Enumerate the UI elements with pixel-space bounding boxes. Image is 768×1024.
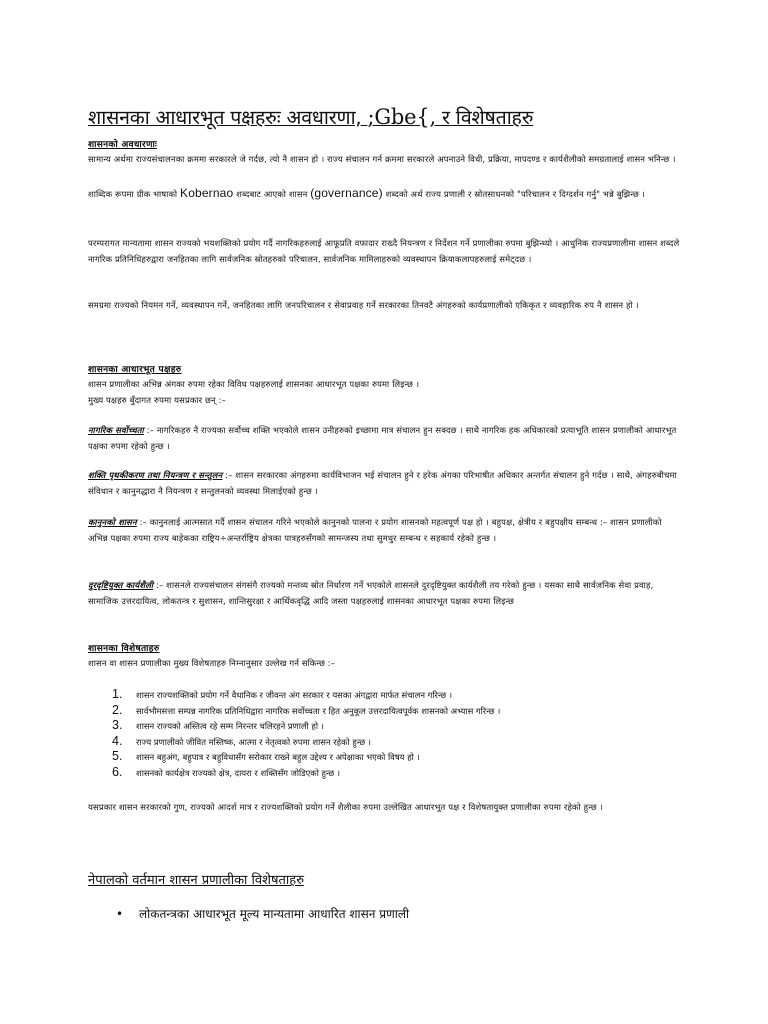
basics-item-lead: दुरदृष्टियुक्त कार्यशैली bbox=[88, 580, 154, 590]
features-intro: शासन वा शासन प्रणालीका मुख्य विशेषताहरु निम्नानुसार उल्लेख गर्न सकिन्छ :– bbox=[88, 658, 336, 668]
concept-paragraph-2 bbox=[88, 186, 682, 203]
basics-intro-1: शासन प्रणालीका अभिन्न अंगका रुपमा रहेका विविध पक्षहरुलाई शासनका आधारभूत पक्षका रुपमा लिइन्छ । bbox=[88, 379, 420, 389]
concept-paragraph-4: समग्रमा राज्यको नियमन गर्ने, व्यवस्थापन गर्ने, जनहितका लागि जनपरिचालन र सेवाप्रवाह गर्ने सरकारका तिनवटै अंगहरुको कार्यप्रणालीको एकिकृत र व्यवहारिक रुप नै शासन हो । bbox=[88, 300, 639, 310]
features-closing: यसप्रकार शासन सरकारको गुण, राज्यको आदर्श मात्र र राज्यशक्तिको प्रयोग गर्ने शैलीका रुपमा उल्लेखित आधारभूत पक्ष र विशेषतायुक्त प्रणालीका रुपमा रहेको हुन्छ । bbox=[88, 802, 603, 812]
concept-heading: शासनको अवधारणाः bbox=[88, 140, 157, 150]
bullet-text: लोकतन्त्रका आधारभूत मूल्य मान्यतामा आधारित शासन प्रणाली bbox=[139, 907, 410, 921]
basics-item-lead: कानुनको शासन bbox=[88, 517, 137, 527]
list-item-text: शासन बहुअंग, बहुपात्र र बहुविधासँग सरोकार राख्ने बहुल उद्देश्य र अपेक्षाका भएको विषय हो । bbox=[136, 752, 420, 762]
basics-item bbox=[88, 515, 682, 546]
page-title bbox=[88, 103, 533, 130]
basics-item bbox=[88, 468, 682, 499]
basics-item bbox=[88, 578, 682, 609]
list-number: 3. bbox=[112, 718, 123, 732]
concept-paragraph-1: सामान्य अर्थमा राज्यसंचालनका क्रममा सरकारले जे गर्दछ, त्यो नै शासन हो । राज्य संचालन गर्न क्रममा सरकारले अपनाउने विधी, प्रक्रिया, मापदण्ड र कार्यशैलीको समग्रतालाई शासन भनिन्छ । bbox=[88, 154, 676, 164]
list-number: 5. bbox=[112, 749, 123, 763]
list-item-text: राज्य प्रणालीको जीवित मस्तिष्क, आत्मा र नेतृत्वको रुपमा शासन रहेको हुन्छ । bbox=[136, 736, 371, 747]
concept-p2-word: Kobernao bbox=[180, 186, 234, 200]
basics-item-text: :– कानुनलाई आत्मसात गर्दै शासन संचालन गरिने भएकोले कानुनको पालना र प्रयोग शासनको महत्वपूर्ण पक्ष हो । बहुपक्ष, क्षेत्रीय र बहुपक्षीय सम्बन्ध :– शासन प्रणालीको अभिन्न पक्षका रुपमा राज्य बाहेकका राष्ट्रिय÷अन्तर्राष्ट्रिय क्षेत्रका पात्रहरुसँगको सामन्जस्य तथा सुमधुर सम्बन्ध र सहकार्य रहेको हुन्छ । bbox=[88, 517, 662, 543]
title-part-2: ;Gbe{, bbox=[367, 105, 436, 129]
features-list bbox=[112, 687, 500, 780]
list-item bbox=[112, 718, 500, 734]
basics-item-lead: नागरिक सर्वोच्चता bbox=[88, 425, 144, 435]
title-part-3: र विशेषताहरु bbox=[436, 106, 534, 129]
list-item bbox=[112, 749, 500, 765]
concept-paragraph-3: परम्परागत मान्यतामा शासन राज्यको भयशक्तिको प्रयोग गर्दै नागरिकहरुलाई आफूप्रति वफादार राख्दै नियन्त्रण र निर्देशन गर्ने प्रणालीका रुपमा बुझिन्थ्यो । आधुनिक राज्यप्रणालीमा शासन शब्दले नागरिक प्रतिनिधिहरुद्वारा जनहितका लागि सार्वजनिक स्रोतहरुको परिचालन, सार्वजनिक मामिलाहरुको व्यवस्थापन क्रियाकलापहरुलाई समेट्दछ । bbox=[88, 238, 680, 264]
list-item bbox=[112, 734, 500, 750]
bullet-item bbox=[116, 905, 409, 922]
concept-p2-word-2: (governance) bbox=[310, 186, 383, 200]
basics-heading: शासनका आधारभूत पक्षहरु bbox=[88, 365, 182, 375]
list-item bbox=[112, 703, 500, 719]
concept-p2-text-a: शाब्दिक रूपमा ग्रीक भाषाको bbox=[88, 189, 181, 199]
list-item bbox=[112, 765, 500, 781]
list-item bbox=[112, 687, 500, 703]
list-item-text: शासनको कार्यक्षेत्र राज्यको क्षेत्र, दायरा र शक्तिसँग जोडिएको हुन्छ । bbox=[136, 767, 341, 778]
features-heading: शासनका विशेषताहरु bbox=[88, 644, 160, 654]
bullet-icon: • bbox=[116, 907, 124, 921]
title-part-1: शासनका आधारभूत पक्षहरुः अवधारणा, bbox=[88, 106, 368, 129]
basics-item bbox=[88, 423, 682, 454]
list-number: 2. bbox=[112, 702, 123, 717]
concept-p2-text-c: शब्दको अर्थ राज्य प्रणाली र स्रोतसाधनको "परिचालन र दिग्दर्शन गर्नु" भन्ने बुझिन्छ । bbox=[382, 189, 645, 199]
concept-p2-text-b: शब्दबाट आएको शासन bbox=[233, 189, 311, 199]
basics-item-lead: शक्ति पृथकीकरण तथा नियन्त्रण र सन्तुलन bbox=[88, 470, 223, 480]
basics-intro-2: मुख्य पक्षहरु बुँदागत रुपमा यसप्रकार छन् :– bbox=[88, 395, 226, 405]
list-number: 4. bbox=[112, 733, 123, 748]
basics-item-text: :– नागरिकहरु नै राज्यका सर्वोच्च शक्ति भएकोले शासन उनीहरुको इच्छामा मात्र संचालन हुन सक्दछ । साथै नागरिक हक अधिकारको प्रत्याभूति शासन प्रणालीको आधारभूत पक्षका रुपमा रहेको हुन्छ । bbox=[88, 425, 677, 451]
list-item-text: शासन राज्यको अस्तित्व रहे सम्म निरन्तर चलिरहने प्रणाली हो । bbox=[136, 721, 324, 731]
list-item-text: सार्वभौमसत्ता सम्पन्न नागरिक प्रतिनिधिद्वारा नागरिक सर्वोच्चता र हित अनुकूल उत्तरदायित्वपूर्वक शासनको अभ्यास गरिन्छ । bbox=[136, 705, 501, 716]
list-number: 6. bbox=[112, 764, 123, 779]
nepal-heading: नेपालको वर्तमान शासन प्रणालीका विशेषताहरु bbox=[88, 873, 304, 888]
basics-item-text: :– शासन सरकारका अंगहरुमा कार्यविभाजन भई संचालन हुने र हरेक अंगका परिभाषीत अधिकार अन्तर्गत संचालन हुने गर्दछ । साथै, अंगहरुबीचमा संविधान र कानुनद्धारा नै नियन्त्रण र सन्तुलनको व्यवस्था मिलाईएको हुन्छ । bbox=[88, 470, 677, 496]
basics-item-text: :– शासनले राज्यसंचालन संगसंगै राज्यको मन्तव्य स्रोत निर्धारण गर्ने भएकोले शासनले दुरदृष्टियुक्त कार्यशैली तय गरेको हुन्छ । यसका साथै सार्वजनिक सेवा प्रवाह, सामाजिक उत्तरदायित्व, लोकतन्त्र र सुशासन, शान्तिसुरक्षा र आर्थिकवृद्धि आदि जस्ता पक्षहरुलाई शासनका आधारभूत पक्षका रुपमा लिइन्छ bbox=[88, 580, 654, 606]
list-number: 1. bbox=[112, 687, 123, 701]
list-item-text: शासन राज्यशक्तिको प्रयोग गर्ने वैधानिक र जीवन्त अंग सरकार र यसका अंगद्वारा मार्फत संचालन गरिन्छ । bbox=[136, 690, 453, 700]
